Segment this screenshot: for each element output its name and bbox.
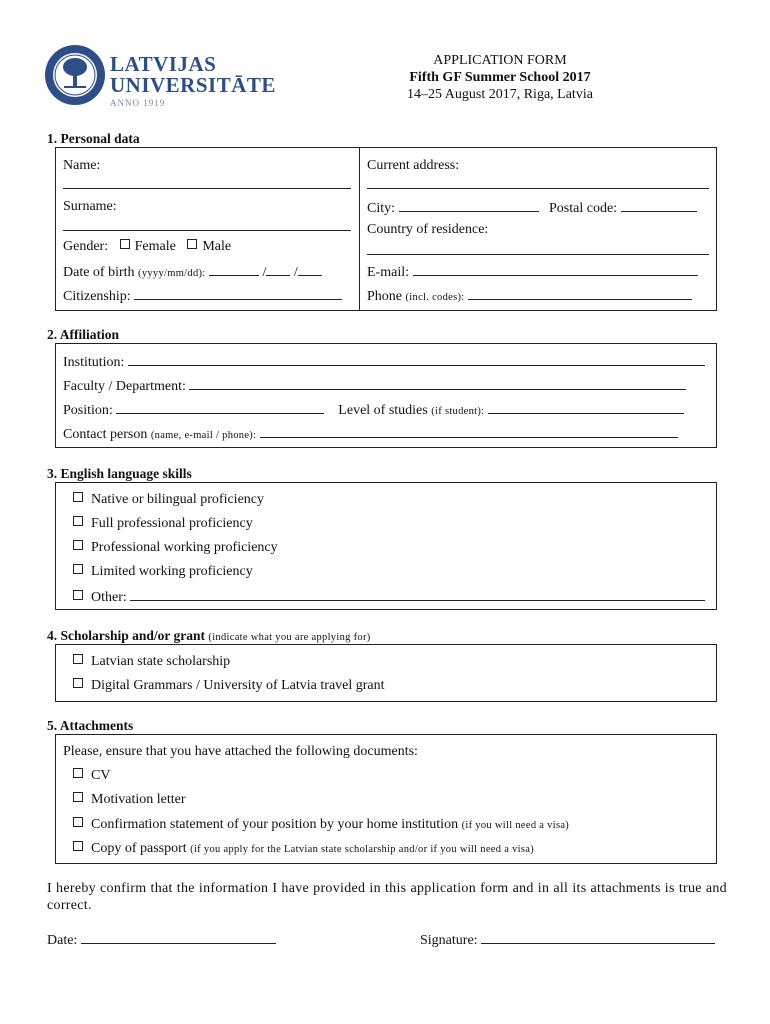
column-divider	[359, 148, 360, 310]
contact-note: (name, e-mail / phone):	[150, 430, 257, 441]
section-english-title: 3. English language skills	[47, 466, 192, 481]
english-option-label: Full professional proficiency	[91, 516, 253, 531]
country-field[interactable]	[367, 254, 709, 255]
english-option-checkbox[interactable]	[73, 492, 83, 502]
english-option	[73, 539, 278, 557]
city-postal-row	[367, 198, 697, 218]
citizenship-field[interactable]	[134, 286, 342, 300]
institution-label: Institution:	[63, 355, 125, 370]
gender-label: Gender:	[63, 239, 109, 254]
attachment-confirmation	[73, 816, 569, 835]
motivation-checkbox[interactable]	[73, 792, 83, 802]
faculty-label: Faculty / Department:	[63, 379, 186, 394]
date-row	[47, 930, 276, 950]
dob-month-field[interactable]	[266, 262, 290, 276]
surname-label: Surname:	[63, 199, 117, 214]
faculty-row	[63, 376, 686, 396]
contact-row	[63, 424, 678, 445]
level-field[interactable]	[488, 400, 684, 414]
position-field[interactable]	[116, 400, 324, 414]
dob-day-field[interactable]	[298, 262, 322, 276]
phone-note: (incl. codes):	[405, 292, 465, 303]
attachments-box	[55, 734, 717, 864]
email-field[interactable]	[413, 262, 698, 276]
section-personal-title: 1. Personal data	[47, 131, 140, 146]
scholarship-box	[55, 644, 717, 702]
confirmation-statement: I hereby confirm that the information I have provided in this application form and in all its attachments is true and correct.	[47, 881, 727, 913]
address-label: Current address:	[367, 158, 460, 173]
attachment-cv	[73, 767, 110, 785]
citizenship-label: Citizenship:	[63, 289, 131, 304]
level-note: (if student):	[431, 406, 485, 417]
surname-field[interactable]	[63, 230, 351, 231]
scholarship-option	[73, 653, 230, 671]
male-label: Male	[202, 239, 232, 254]
affiliation-box	[55, 343, 717, 448]
city-field[interactable]	[399, 198, 539, 212]
scholarship-option-label: Digital Grammars / University of Latvia travel grant	[91, 678, 385, 693]
cv-checkbox[interactable]	[73, 768, 83, 778]
signature-label: Signature:	[420, 933, 478, 948]
english-other-field[interactable]	[130, 587, 705, 601]
form-header	[370, 52, 630, 103]
passport-checkbox[interactable]	[73, 841, 83, 851]
logo-anno: ANNO 1919	[110, 98, 166, 108]
scholarship-note: (indicate what you are applying for)	[208, 632, 371, 643]
motivation-label: Motivation letter	[91, 792, 186, 807]
phone-label: Phone	[367, 289, 402, 304]
scholarship-title: 4. Scholarship and/or grant	[47, 628, 206, 643]
female-label: Female	[134, 239, 176, 254]
faculty-field[interactable]	[189, 376, 686, 390]
dob-year-field[interactable]	[209, 262, 259, 276]
english-option	[73, 491, 264, 509]
event-dates: 14–25 August 2017, Riga, Latvia	[407, 87, 593, 102]
logo-name-line2: UNIVERSITĀTE	[110, 73, 276, 97]
institution-row	[63, 352, 705, 372]
name-field[interactable]	[63, 188, 351, 189]
english-option-checkbox[interactable]	[73, 540, 83, 550]
postal-code-field[interactable]	[621, 198, 697, 212]
section-attachments-title: 5. Attachments	[47, 718, 134, 733]
attachment-passport	[73, 840, 534, 859]
dob-format: (yyyy/mm/dd):	[138, 268, 206, 279]
dob-label: Date of birth	[63, 265, 135, 280]
passport-label: Copy of passport	[91, 841, 187, 856]
passport-note: (if you apply for the Latvian state scholarship and/or if you will need a visa)	[190, 844, 535, 855]
section-scholarship-title	[47, 628, 371, 644]
confirmation-label: Confirmation statement of your position by your home institution	[91, 817, 459, 832]
english-other-label: Other:	[91, 590, 127, 605]
english-box	[55, 482, 717, 610]
form-subtitle: Fifth GF Summer School 2017	[409, 70, 591, 85]
scholarship-option	[73, 677, 385, 695]
personal-data-box	[55, 147, 717, 311]
english-option	[73, 563, 253, 581]
section-affiliation-title: 2. Affiliation	[47, 327, 120, 342]
english-option-label: Limited working proficiency	[91, 564, 253, 579]
male-checkbox[interactable]	[187, 239, 197, 249]
contact-field[interactable]	[260, 424, 678, 438]
city-label: City:	[367, 201, 396, 216]
position-label: Position:	[63, 403, 113, 418]
cv-label: CV	[91, 768, 111, 783]
citizenship-row	[63, 286, 342, 306]
dob-row: Date of birth (yyyy/mm/dd): / /	[63, 262, 322, 283]
scholarship-option-checkbox[interactable]	[73, 654, 83, 664]
confirmation-checkbox[interactable]	[73, 817, 83, 827]
institution-field[interactable]	[128, 352, 705, 366]
english-option-label: Native or bilingual proficiency	[91, 492, 264, 507]
contact-label: Contact person	[63, 427, 148, 442]
university-logo	[44, 42, 274, 112]
form-title: APPLICATION FORM	[433, 53, 567, 68]
position-row	[63, 400, 684, 421]
attachments-intro: Please, ensure that you have attached the following documents:	[63, 744, 418, 759]
country-label: Country of residence:	[367, 222, 489, 237]
signature-row	[420, 930, 715, 950]
scholarship-option-checkbox[interactable]	[73, 678, 83, 688]
english-option-checkbox[interactable]	[73, 564, 83, 574]
date-label: Date:	[47, 933, 78, 948]
confirmation-note: (if you will need a visa)	[461, 820, 570, 831]
english-option	[73, 515, 253, 533]
phone-row	[367, 286, 692, 307]
english-option-checkbox[interactable]	[73, 516, 83, 526]
english-other-row	[73, 587, 705, 607]
english-option-label: Professional working proficiency	[91, 540, 278, 555]
english-other-checkbox[interactable]	[73, 590, 83, 600]
email-row	[367, 262, 698, 282]
attachment-motivation	[73, 791, 185, 809]
female-checkbox[interactable]	[120, 239, 130, 249]
university-seal-icon	[44, 42, 106, 108]
postal-code-label: Postal code:	[549, 201, 618, 216]
name-label: Name:	[63, 158, 101, 173]
date-field[interactable]	[81, 930, 276, 944]
email-label: E-mail:	[367, 265, 409, 280]
address-field[interactable]	[367, 188, 709, 189]
level-label: Level of studies	[338, 403, 428, 418]
gender-row	[63, 238, 231, 256]
signature-field[interactable]	[481, 930, 715, 944]
scholarship-option-label: Latvian state scholarship	[91, 654, 231, 669]
phone-field[interactable]	[468, 286, 692, 300]
logo-name-line1: LATVIJAS	[110, 52, 217, 76]
